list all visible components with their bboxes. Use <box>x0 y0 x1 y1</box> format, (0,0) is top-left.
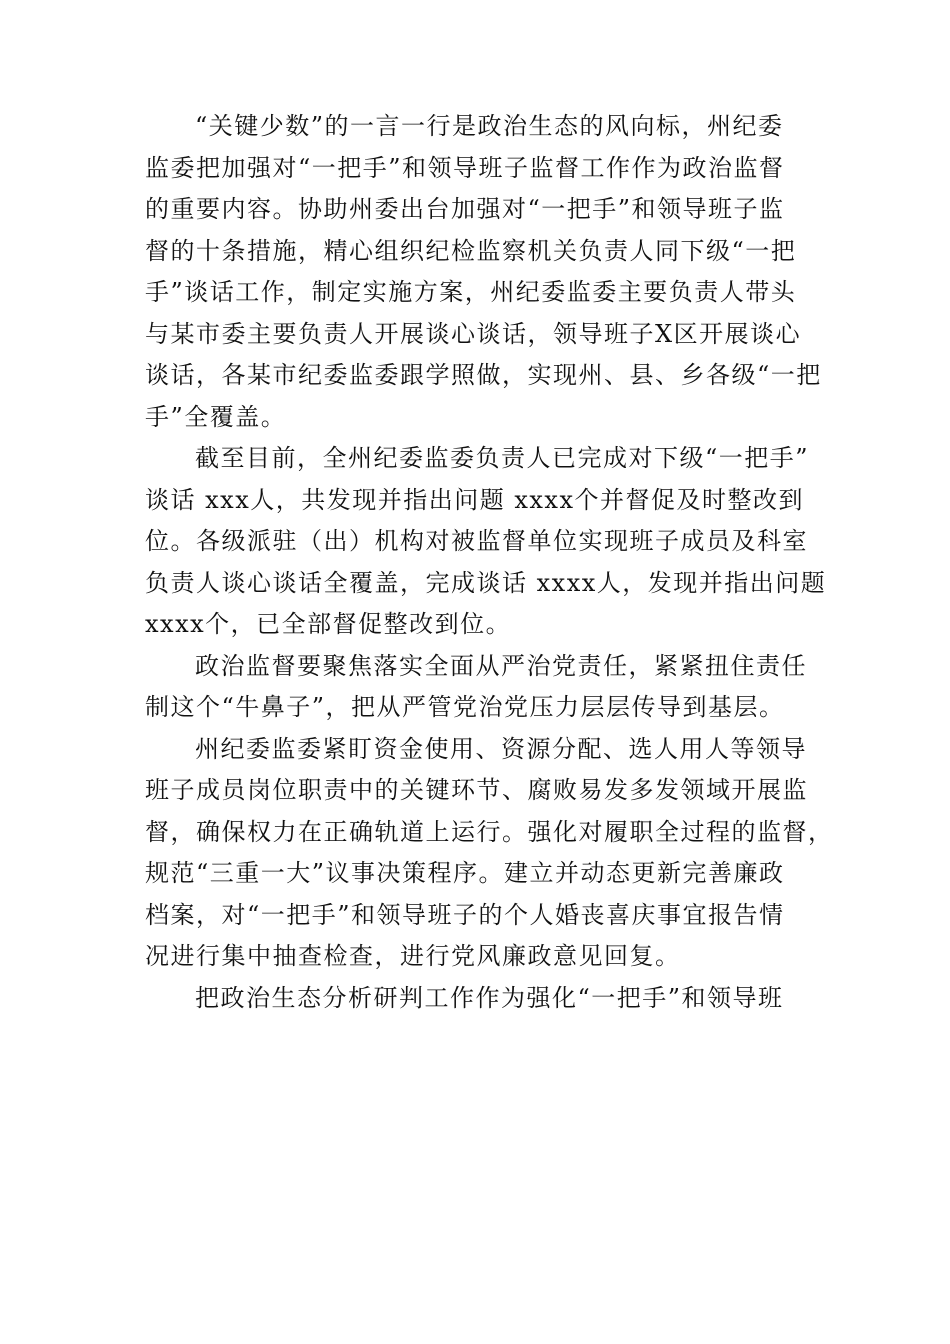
text-line: 谈话，各某市纪委监委跟学照做，实现州、县、乡各级“一把 <box>145 361 822 389</box>
text-line: 谈话 xxx人，共发现并指出问题 xxxx个并督促及时整改到 <box>145 485 805 514</box>
text-line: 监委把加强对“一把手”和领导班子监督工作作为政治监督 <box>145 153 785 182</box>
paragraph <box>145 978 807 1020</box>
text-line: 规范“三重一大”议事决策程序。建立并动态更新完善廉政 <box>145 859 785 887</box>
text-line: 州纪委监委紧盯资金使用、资源分配、选人用人等领导 <box>195 734 807 763</box>
paragraph <box>145 106 822 438</box>
text-line: 与某市委主要负责人开展谈心谈话，领导班子X区开展谈心 <box>145 319 802 348</box>
text-line: “关键少数”的一言一行是政治生态的风向标，州纪委 <box>195 112 784 140</box>
text-line: 手”全覆盖。 <box>145 402 287 431</box>
paragraph <box>145 438 827 646</box>
text-line: 督，确保权力在正确轨道上运行。强化对履职全过程的监督， <box>145 817 834 846</box>
text-line: 况进行集中抽查检查，进行党风廉政意见回复。 <box>145 942 681 970</box>
paragraph <box>145 646 807 729</box>
text-line: 制这个“牛鼻子”，把从严管党治党压力层层传导到基层。 <box>145 693 785 721</box>
text-line: 负责人谈心谈话全覆盖，完成谈话 xxxx人，发现并指出问题 <box>145 568 827 597</box>
text-line: 班子成员岗位职责中的关键环节、腐败易发多发领域开展监 <box>145 776 808 804</box>
text-line: xxxx个，已全部督促整改到位。 <box>145 610 512 638</box>
text-line: 截至目前，全州纪委监委负责人已完成对下级“一把手” <box>195 444 810 472</box>
text-line: 手”谈话工作，制定实施方案，州纪委监委主要负责人带头 <box>145 278 797 306</box>
document-body <box>145 106 834 1019</box>
text-line: 位。各级派驻（出）机构对被监督单位实现班子成员及科室 <box>145 527 808 555</box>
text-line: 的重要内容。协助州委出台加强对“一把手”和领导班子监 <box>145 195 785 223</box>
text-line: 档案，对“一把手”和领导班子的个人婚丧喜庆事宜报告情 <box>145 900 785 929</box>
text-line: 政治监督要聚焦落实全面从严治党责任，紧紧扭住责任 <box>195 651 807 680</box>
paragraph <box>145 729 834 978</box>
text-line: 把政治生态分析研判工作作为强化“一把手”和领导班 <box>195 983 784 1012</box>
text-line: 督的十条措施，精心组织纪检监察机关负责人同下级“一把 <box>145 236 797 265</box>
